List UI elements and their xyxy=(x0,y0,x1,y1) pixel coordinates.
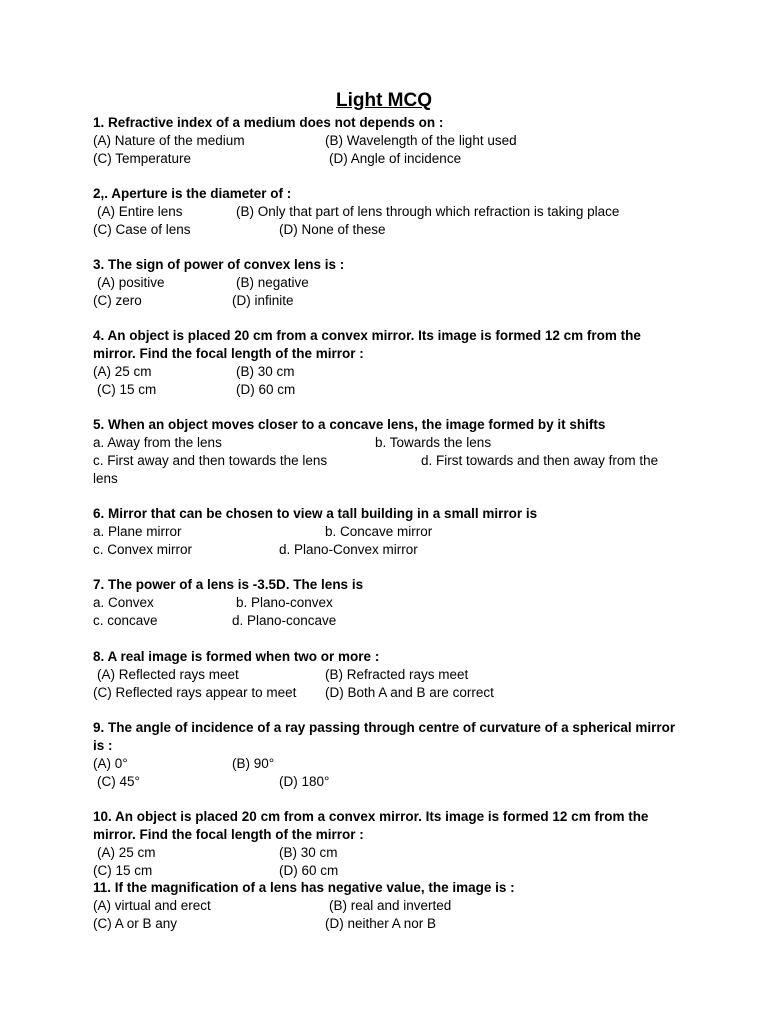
q7-option-d: d. Plano-concave xyxy=(232,613,337,628)
q10-option-d: (D) 60 cm xyxy=(279,863,339,878)
q3-option-d: (D) infinite xyxy=(232,293,294,308)
q5-option-a: a. Away from the lens xyxy=(93,435,222,450)
q5-option-d: d. First towards and then away from the lens xyxy=(93,453,659,486)
q9-option-b: (B) 90° xyxy=(232,756,275,771)
q6-option-b: b. Concave mirror xyxy=(325,524,433,539)
q8-option-a: (A) Reflected rays meet xyxy=(97,667,239,682)
question-8: 8. A real image is formed when two or more : xyxy=(93,649,380,664)
q4-option-b: (B) 30 cm xyxy=(236,364,295,379)
q6-option-d: d. Plano-Convex mirror xyxy=(279,542,418,557)
q8-option-b: (B) Refracted rays meet xyxy=(325,667,469,682)
q11-option-d: (D) neither A nor B xyxy=(325,916,437,931)
q11-option-a: (A) virtual and erect xyxy=(93,898,211,913)
question-7: 7. The power of a lens is -3.5D. The lens is xyxy=(93,577,364,592)
q5-option-b: b. Towards the lens xyxy=(375,435,492,450)
q9-option-c: (C) 45° xyxy=(97,774,140,789)
q8-option-d: (D) Both A and B are correct xyxy=(325,685,494,700)
q1-option-d: (D) Angle of incidence xyxy=(329,151,462,166)
q2-option-c: (C) Case of lens xyxy=(93,222,191,237)
q3-option-b: (B) negative xyxy=(236,275,309,290)
question-4: 4. An object is placed 20 cm from a convex mirror. Its image is formed 12 cm from the mirror. Find the focal length of the mirror : xyxy=(93,328,641,361)
q2-option-b: (B) Only that part of lens through which refraction is taking place xyxy=(236,204,620,219)
q7-option-c: c. concave xyxy=(93,613,158,628)
q8-option-c: (C) Reflected rays appear to meet xyxy=(93,685,297,700)
question-9: 9. The angle of incidence of a ray passing through centre of curvature of a spherical mirror is : xyxy=(93,720,676,753)
q2-option-d: (D) None of these xyxy=(279,222,386,237)
q7-option-a: a. Convex xyxy=(93,595,154,610)
q2-option-a: (A) Entire lens xyxy=(97,204,183,219)
q6-option-a: a. Plane mirror xyxy=(93,524,182,539)
q3-option-a: (A) positive xyxy=(97,275,165,290)
q7-option-b: b. Plano-convex xyxy=(236,595,333,610)
q4-option-c: (C) 15 cm xyxy=(97,382,157,397)
q9-option-d: (D) 180° xyxy=(279,774,330,789)
q1-option-c: (C) Temperature xyxy=(93,151,192,166)
page-title: Light MCQ xyxy=(335,90,433,111)
q6-option-c: c. Convex mirror xyxy=(93,542,193,557)
q4-option-a: (A) 25 cm xyxy=(93,364,152,379)
question-11: 11. If the magnification of a lens has negative value, the image is : xyxy=(93,880,515,895)
q1-option-b: (B) Wavelength of the light used xyxy=(325,133,517,148)
q10-option-a: (A) 25 cm xyxy=(97,845,156,860)
q11-option-b: (B) real and inverted xyxy=(329,898,452,913)
q1-option-a: (A) Nature of the medium xyxy=(93,133,245,148)
question-1: 1. Refractive index of a medium does not depends on : xyxy=(93,115,444,130)
q11-option-c: (C) A or B any xyxy=(93,916,178,931)
question-5: 5. When an object moves closer to a concave lens, the image formed by it shifts xyxy=(93,417,606,432)
q10-option-c: (C) 15 cm xyxy=(93,863,153,878)
question-10: 10. An object is placed 20 cm from a convex mirror. Its image is formed 12 cm from the mirror. Find the focal length of the mirror : xyxy=(93,809,649,842)
question-3: 3. The sign of power of convex lens is : xyxy=(93,257,345,272)
q5-option-c: c. First away and then towards the lens xyxy=(93,453,328,468)
question-6: 6. Mirror that can be chosen to view a tall building in a small mirror is xyxy=(93,506,538,521)
question-2: 2,. Aperture is the diameter of : xyxy=(93,186,292,201)
q3-option-c: (C) zero xyxy=(93,293,142,308)
q4-option-d: (D) 60 cm xyxy=(236,382,296,397)
q10-option-b: (B) 30 cm xyxy=(279,845,338,860)
q9-option-a: (A) 0° xyxy=(93,756,128,771)
